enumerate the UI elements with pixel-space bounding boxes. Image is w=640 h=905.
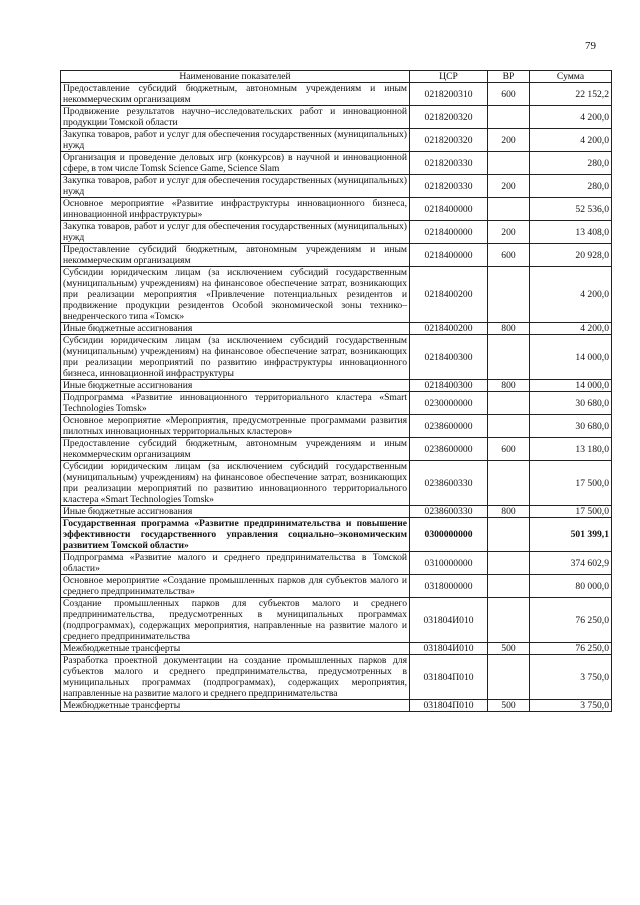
row-sum-cell: 14 000,0 xyxy=(530,335,612,380)
row-name-cell: Предоставление субсидий бюджетным, автономным учреждениям и иным некоммерческим организациям xyxy=(61,244,410,267)
row-name-cell: Субсидии юридическим лицам (за исключением субсидий государственным (муниципальным) учреждениям) на финансовое обеспечение затрат, возникающих при реализации мероприятия «Привлечение потенциальных резидентов и продвижение продукции резидентов Особой экономической зоны технико–внедренческого типа «Томск» xyxy=(61,267,410,323)
row-vr-cell: 800 xyxy=(488,380,530,392)
table-row xyxy=(61,518,612,552)
row-sum-cell: 30 680,0 xyxy=(530,415,612,438)
row-name-cell: Субсидии юридическим лицам (за исключением субсидий государственным (муниципальным) учреждениям) на финансовое обеспечение затрат, возникающих при реализации мероприятий по развитию инновационного территориального кластера «Smart Technologies Tomsk» xyxy=(61,461,410,506)
row-vr-cell xyxy=(488,461,530,506)
row-name-cell: Иные бюджетные ассигнования xyxy=(61,506,410,518)
row-sum-cell: 17 500,0 xyxy=(530,461,612,506)
row-name-cell: Предоставление субсидий бюджетным, автономным учреждениям и иным некоммерческим организациям xyxy=(61,438,410,461)
row-name-cell: Основное мероприятие «Развитие инфраструктуры инновационного бизнеса, инновационной инфраструктуры» xyxy=(61,198,410,221)
row-csr-cell: 0218400300 xyxy=(410,380,488,392)
row-csr-cell: 0218200330 xyxy=(410,152,488,175)
table-row xyxy=(61,323,612,335)
row-vr-cell: 600 xyxy=(488,244,530,267)
row-sum-cell: 76 250,0 xyxy=(530,598,612,643)
row-vr-cell xyxy=(488,106,530,129)
row-sum-cell: 4 200,0 xyxy=(530,106,612,129)
table-row xyxy=(61,655,612,700)
row-csr-cell: 0218400300 xyxy=(410,335,488,380)
table-row xyxy=(61,198,612,221)
row-sum-cell: 501 399,1 xyxy=(530,518,612,552)
header-name: Наименование показателей xyxy=(61,71,410,83)
row-csr-cell: 0218400000 xyxy=(410,221,488,244)
row-vr-cell xyxy=(488,392,530,415)
table-row xyxy=(61,438,612,461)
row-name-cell: Подпрограмма «Развитие инновационного территориального кластера «Smart Technologies Tomsk» xyxy=(61,392,410,415)
row-csr-cell: 0238600330 xyxy=(410,506,488,518)
row-name-cell: Иные бюджетные ассигнования xyxy=(61,380,410,392)
row-vr-cell: 600 xyxy=(488,83,530,106)
row-vr-cell xyxy=(488,335,530,380)
table-body xyxy=(61,83,612,712)
table-header-row xyxy=(61,71,612,83)
row-name-cell: Межбюджетные трансферты xyxy=(61,643,410,655)
row-name-cell: Закупка товаров, работ и услуг для обеспечения государственных (муниципальных) нужд xyxy=(61,175,410,198)
row-sum-cell: 13 180,0 xyxy=(530,438,612,461)
row-name-cell: Подпрограмма «Развитие малого и среднего предпринимательства в Томской области» xyxy=(61,552,410,575)
row-sum-cell: 22 152,2 xyxy=(530,83,612,106)
row-name-cell: Субсидии юридическим лицам (за исключением субсидий государственным (муниципальным) учреждениям) на финансовое обеспечение затрат, возникающих при реализации мероприятий по развитию инфраструктуры инновационного бизнеса, инновационной инфраструктуры xyxy=(61,335,410,380)
row-name-cell: Создание промышленных парков для субъектов малого и среднего предпринимательства, предусмотренных в муниципальных программах (подпрограммах), содержащих мероприятия, направленные на развитие малого и среднего предпринимательства xyxy=(61,598,410,643)
row-sum-cell: 30 680,0 xyxy=(530,392,612,415)
row-csr-cell: 0218400000 xyxy=(410,244,488,267)
row-name-cell: Разработка проектной документации на создание промышленных парков для субъектов малого и среднего предпринимательства, предусмотренных в муниципальных программах (подпрограммах), содержащих мероприятия, направленные на развитие малого и среднего предпринимательства xyxy=(61,655,410,700)
row-sum-cell: 280,0 xyxy=(530,152,612,175)
row-sum-cell: 3 750,0 xyxy=(530,700,612,712)
row-csr-cell: 031804И010 xyxy=(410,598,488,643)
row-name-cell: Межбюджетные трансферты xyxy=(61,700,410,712)
row-csr-cell: 0218200320 xyxy=(410,129,488,152)
row-csr-cell: 0238600330 xyxy=(410,461,488,506)
row-csr-cell: 031804П010 xyxy=(410,700,488,712)
row-name-cell: Продвижение результатов научно–исследовательских работ и инновационной продукции Томской области xyxy=(61,106,410,129)
row-vr-cell: 800 xyxy=(488,323,530,335)
row-csr-cell: 0218200310 xyxy=(410,83,488,106)
row-vr-cell xyxy=(488,655,530,700)
table-row xyxy=(61,415,612,438)
header-csr: ЦСР xyxy=(410,71,488,83)
table-row xyxy=(61,700,612,712)
table-row xyxy=(61,461,612,506)
row-sum-cell: 17 500,0 xyxy=(530,506,612,518)
row-csr-cell: 0218400000 xyxy=(410,198,488,221)
row-vr-cell: 200 xyxy=(488,129,530,152)
row-vr-cell xyxy=(488,575,530,598)
row-csr-cell: 0230000000 xyxy=(410,392,488,415)
table-row xyxy=(61,244,612,267)
row-csr-cell: 0238600000 xyxy=(410,438,488,461)
table-row xyxy=(61,380,612,392)
row-sum-cell: 52 536,0 xyxy=(530,198,612,221)
row-csr-cell: 0300000000 xyxy=(410,518,488,552)
row-csr-cell: 0218400200 xyxy=(410,267,488,323)
row-vr-cell xyxy=(488,267,530,323)
table-row xyxy=(61,643,612,655)
row-sum-cell: 4 200,0 xyxy=(530,267,612,323)
row-name-cell: Организация и проведение деловых игр (конкурсов) в научной и инновационной сфере, в том числе Tomsk Science Game, Science Slam xyxy=(61,152,410,175)
row-vr-cell: 600 xyxy=(488,438,530,461)
row-sum-cell: 4 200,0 xyxy=(530,129,612,152)
row-sum-cell: 280,0 xyxy=(530,175,612,198)
row-vr-cell: 200 xyxy=(488,221,530,244)
table-row xyxy=(61,335,612,380)
row-sum-cell: 14 000,0 xyxy=(530,380,612,392)
table-row xyxy=(61,129,612,152)
row-vr-cell: 200 xyxy=(488,175,530,198)
row-name-cell: Предоставление субсидий бюджетным, автономным учреждениям и иным некоммерческим организациям xyxy=(61,83,410,106)
row-sum-cell: 4 200,0 xyxy=(530,323,612,335)
table-row xyxy=(61,175,612,198)
row-vr-cell: 500 xyxy=(488,643,530,655)
row-name-cell: Государственная программа «Развитие предпринимательства и повышение эффективности государственного управления социально–экономическим развитием Томской области» xyxy=(61,518,410,552)
header-sum: Сумма xyxy=(530,71,612,83)
row-vr-cell xyxy=(488,152,530,175)
table-row xyxy=(61,221,612,244)
row-csr-cell: 0218400200 xyxy=(410,323,488,335)
row-name-cell: Закупка товаров, работ и услуг для обеспечения государственных (муниципальных) нужд xyxy=(61,221,410,244)
table-row xyxy=(61,392,612,415)
row-csr-cell: 031804П010 xyxy=(410,655,488,700)
row-csr-cell: 0218200320 xyxy=(410,106,488,129)
table-row xyxy=(61,552,612,575)
row-name-cell: Основное мероприятие «Мероприятия, предусмотренные программами развития пилотных инновационных территориальных кластеров» xyxy=(61,415,410,438)
header-vr: ВР xyxy=(488,71,530,83)
row-sum-cell: 80 000,0 xyxy=(530,575,612,598)
row-vr-cell: 800 xyxy=(488,506,530,518)
row-csr-cell: 0238600000 xyxy=(410,415,488,438)
row-csr-cell: 0310000000 xyxy=(410,552,488,575)
row-sum-cell: 374 602,9 xyxy=(530,552,612,575)
page-number: 79 xyxy=(585,40,596,52)
table-row xyxy=(61,267,612,323)
row-csr-cell: 0318000000 xyxy=(410,575,488,598)
budget-table xyxy=(60,70,612,712)
row-vr-cell xyxy=(488,552,530,575)
row-sum-cell: 20 928,0 xyxy=(530,244,612,267)
table-row xyxy=(61,598,612,643)
table-row xyxy=(61,152,612,175)
row-vr-cell xyxy=(488,198,530,221)
row-csr-cell: 031804И010 xyxy=(410,643,488,655)
row-sum-cell: 3 750,0 xyxy=(530,655,612,700)
table-row xyxy=(61,506,612,518)
row-name-cell: Основное мероприятие «Создание промышленных парков для субъектов малого и среднего предпринимательства» xyxy=(61,575,410,598)
table-row xyxy=(61,106,612,129)
table-row xyxy=(61,83,612,106)
row-name-cell: Иные бюджетные ассигнования xyxy=(61,323,410,335)
row-sum-cell: 76 250,0 xyxy=(530,643,612,655)
row-name-cell: Закупка товаров, работ и услуг для обеспечения государственных (муниципальных) нужд xyxy=(61,129,410,152)
row-csr-cell: 0218200330 xyxy=(410,175,488,198)
row-vr-cell: 500 xyxy=(488,700,530,712)
row-vr-cell xyxy=(488,598,530,643)
table-row xyxy=(61,575,612,598)
row-vr-cell xyxy=(488,518,530,552)
row-vr-cell xyxy=(488,415,530,438)
row-sum-cell: 13 408,0 xyxy=(530,221,612,244)
